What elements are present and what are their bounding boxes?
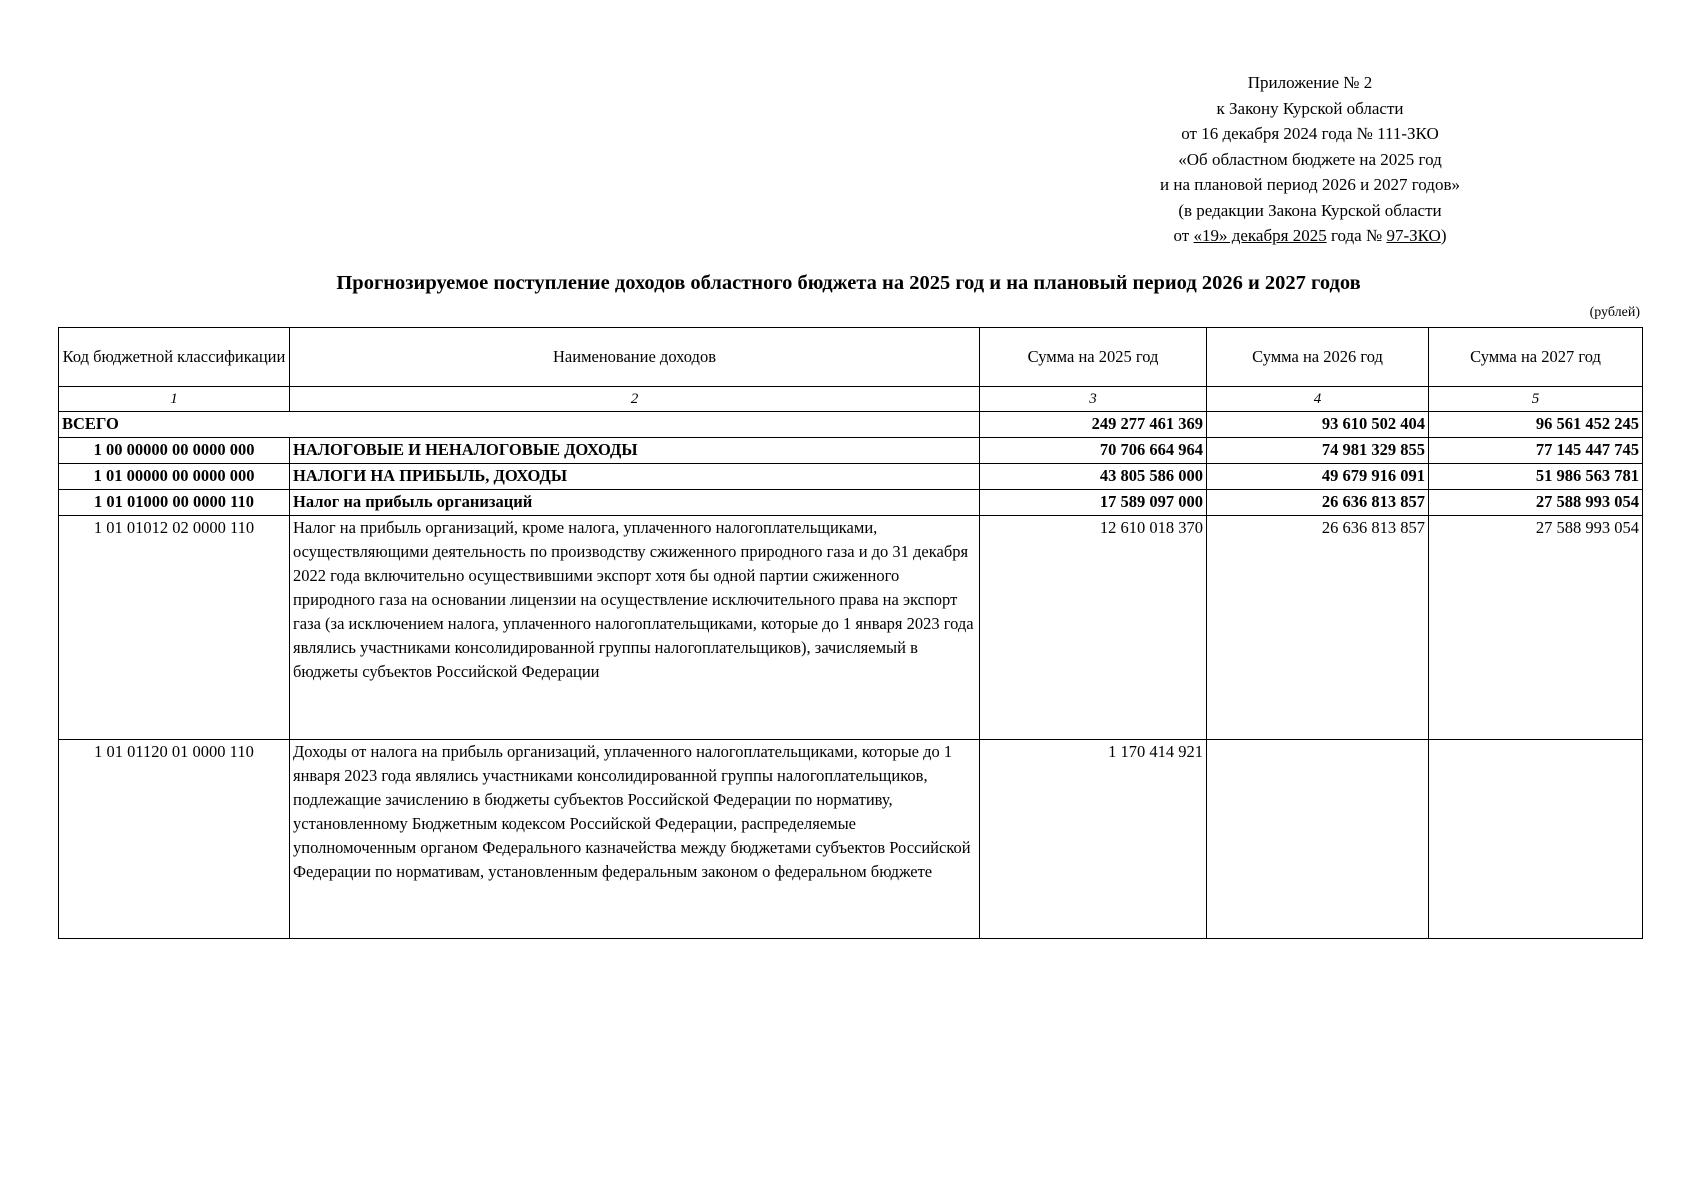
row-code: 1 01 00000 00 0000 000 [59,464,290,490]
amendment-number: 97-ЗКО [1386,226,1441,245]
row-2026: 26 636 813 857 [1207,516,1429,740]
column-index: 3 [980,387,1207,412]
row-2025: 17 589 097 000 [980,490,1207,516]
income-table [58,327,1643,939]
row-name: НАЛОГИ НА ПРИБЫЛЬ, ДОХОДЫ [290,464,980,490]
row-2025: 12 610 018 370 [980,516,1207,740]
header-code: Код бюджетной классификации [59,328,290,387]
row-name: Налог на прибыль организаций [290,490,980,516]
table-row [59,438,1643,464]
total-2025: 249 277 461 369 [980,412,1207,438]
row-2026 [1207,740,1429,939]
total-label: ВСЕГО [59,412,290,438]
row-name: Налог на прибыль организаций, кроме налога, уплаченного налогоплательщиками, осуществляющими деятельность по производству сжиженного природного газа и до 31 декабря 2022 года включительно осуществившими экспорт хотя бы одной партии сжиженного природного газа на основании лицензии на осуществление исключительного права на экспорт газа (за исключением налога, уплаченного налогоплательщиками, которые до 1 января 2023 года являлись участниками консолидированной группы налогоплательщиков), зачисляемый в бюджеты субъектов Российской Федерации [290,516,980,740]
column-index: 2 [290,387,980,412]
amendment-middle: года № [1326,226,1387,245]
document-title: Прогнозируемое поступление доходов областного бюджета на 2025 год и на плановый период 2026 и 2027 годов [336,272,1361,294]
row-2025: 1 170 414 921 [980,740,1207,939]
header-2025: Сумма на 2025 год [980,328,1207,387]
column-index-row [59,387,1643,412]
table-row [59,464,1643,490]
column-index: 1 [59,387,290,412]
row-2025: 43 805 586 000 [980,464,1207,490]
total-row [59,412,1643,438]
header-name: Наименование доходов [290,328,980,387]
amendment-suffix: ) [1440,226,1447,245]
row-2026: 26 636 813 857 [1207,490,1429,516]
appendix-line: Приложение № 2 [1247,73,1373,92]
row-code: 1 01 01012 02 0000 110 [59,516,290,740]
row-2027: 77 145 447 745 [1429,438,1643,464]
column-index: 5 [1429,387,1643,412]
table-row [59,740,1643,939]
appendix-line: и на плановой период 2026 и 2027 годов» [1160,175,1460,194]
header-2027: Сумма на 2027 год [1429,328,1643,387]
appendix-line: от 16 декабря 2024 года № 111-ЗКО [1181,124,1439,143]
row-name: Доходы от налога на прибыль организаций, уплаченного налогоплательщиками, которые до 1 января 2023 года являлись участниками консолидированной группы налогоплательщиков, подлежащие зачислению в бюджеты субъектов Российской Федерации по нормативу, установленному Бюджетным кодексом Российской Федерации, распределяемые уполномоченным органом Федерального казначейства между бюджетами субъектов Российской Федерации по нормативам, установленным федеральным законом о федеральном бюджете [290,740,980,939]
amendment-date: «19» декабря 2025 [1193,226,1327,245]
row-name: НАЛОГОВЫЕ И НЕНАЛОГОВЫЕ ДОХОДЫ [290,438,980,464]
appendix-line: «Об областном бюджете на 2025 год [1178,149,1442,169]
row-code: 1 01 01000 00 0000 110 [59,490,290,516]
table-row [59,490,1643,516]
row-2027: 27 588 993 054 [1429,490,1643,516]
row-code: 1 00 00000 00 0000 000 [59,438,290,464]
row-2026: 74 981 329 855 [1207,438,1429,464]
row-2025: 70 706 664 964 [980,438,1207,464]
row-code: 1 01 01120 01 0000 110 [59,740,290,939]
table-row [59,516,1643,740]
amendment-prefix: от [1173,226,1194,245]
unit-label: (рублей) [1589,305,1640,320]
header-2026: Сумма на 2026 год [1207,328,1429,387]
total-spacer [290,412,980,438]
header-row [59,328,1643,387]
row-2027 [1429,740,1643,939]
total-2027: 96 561 452 245 [1429,412,1643,438]
column-index: 4 [1207,387,1429,412]
row-2027: 27 588 993 054 [1429,516,1643,740]
row-2026: 49 679 916 091 [1207,464,1429,490]
amendment-line [1100,223,1520,249]
row-2027: 51 986 563 781 [1429,464,1643,490]
appendix-line: к Закону Курской области [1216,98,1404,118]
appendix-header [1100,70,1520,249]
total-2026: 93 610 502 404 [1207,412,1429,438]
appendix-line: (в редакции Закона Курской области [1178,200,1442,220]
